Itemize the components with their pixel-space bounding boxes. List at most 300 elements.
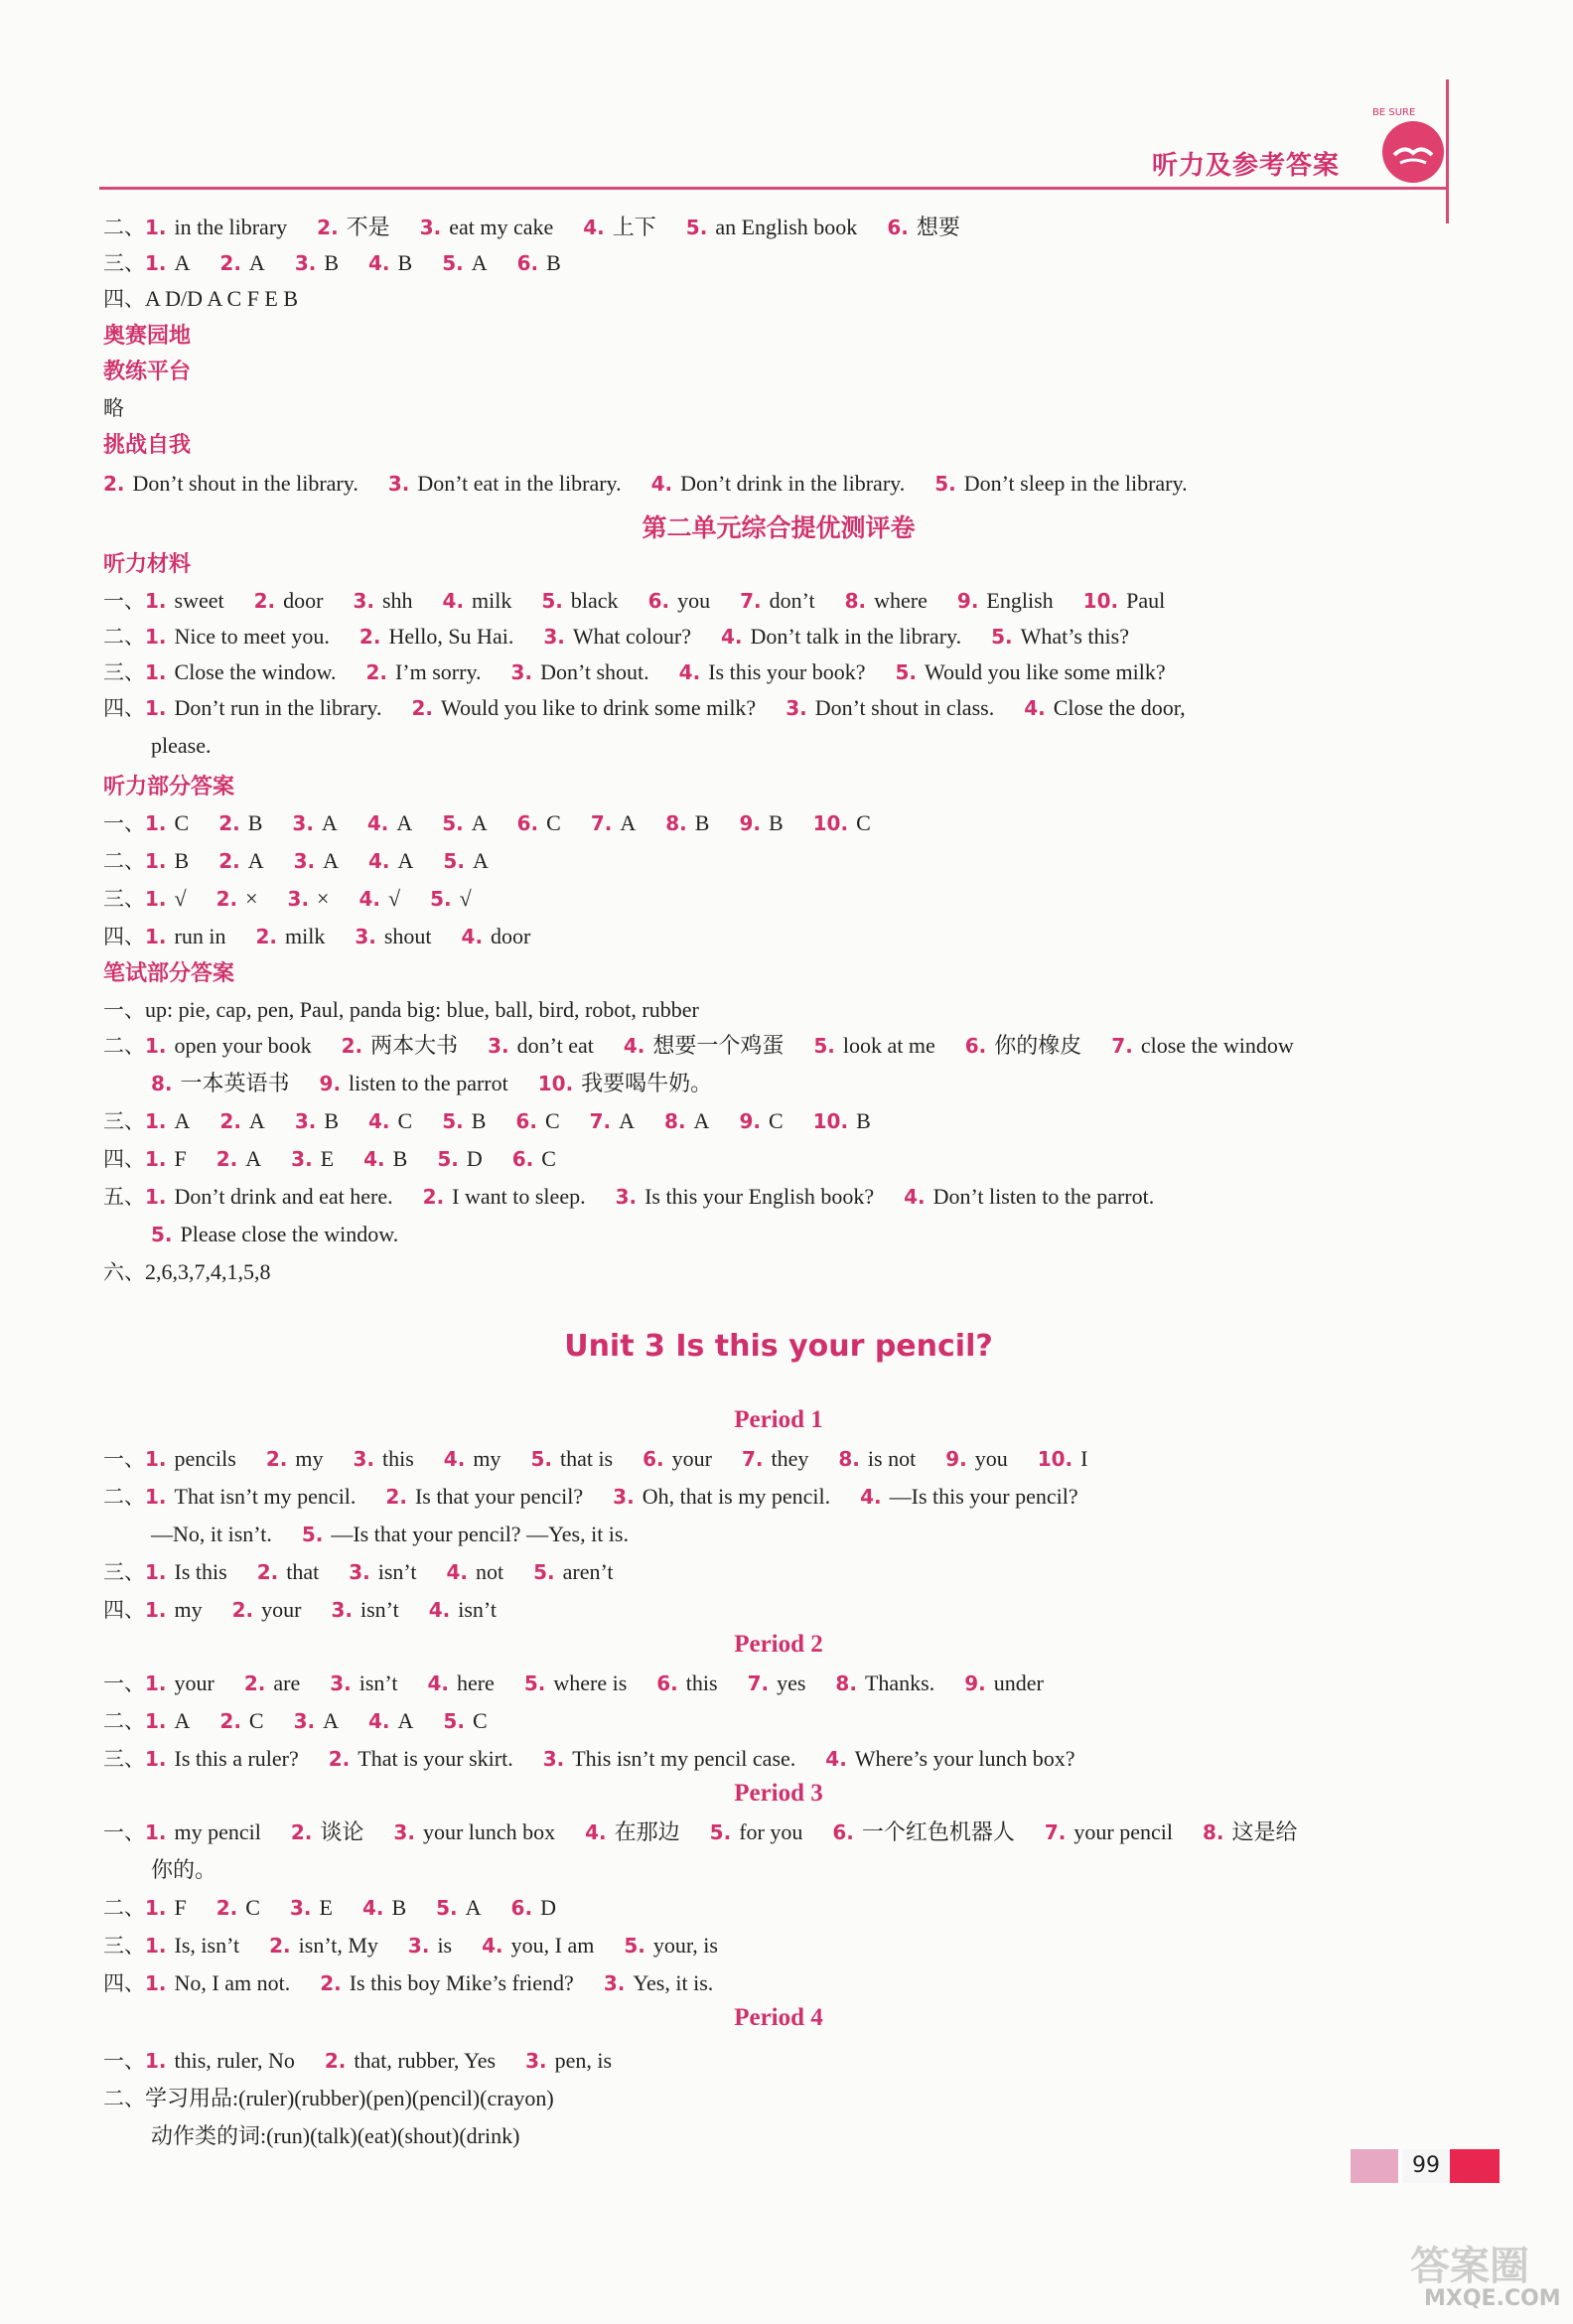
item-answer: Is this your English book?: [644, 1184, 875, 1209]
item-number: 2.: [411, 696, 433, 720]
section-prefix: 三、: [103, 887, 145, 911]
item-answer: Don’t listen to the parrot.: [932, 1184, 1155, 1209]
item-number: 5.: [437, 1147, 459, 1171]
item-number: 3.: [353, 1447, 374, 1471]
logo-icon: [1382, 121, 1444, 183]
answer-line: [103, 1742, 1105, 1776]
item-answer: —No, it isn’t.: [151, 1522, 272, 1546]
item-answer: 上下: [612, 215, 656, 239]
item-answer: B: [694, 810, 710, 835]
item-number: 1.: [145, 1971, 167, 1995]
item-number: 2.: [385, 1485, 407, 1509]
item-number: 5.: [151, 1223, 173, 1246]
item-number: 2.: [422, 1185, 445, 1209]
item-number: 6.: [515, 1109, 537, 1133]
item-number: 2.: [215, 887, 238, 911]
item-answer: shout: [383, 924, 432, 948]
section-prefix: 三、: [103, 1560, 145, 1584]
item-number: 4.: [825, 1747, 847, 1771]
item-number: 2.: [215, 1896, 238, 1920]
item-answer: Where’s your lunch box?: [854, 1746, 1075, 1771]
item-number: 5.: [533, 1560, 555, 1584]
item-number: 2.: [269, 1934, 291, 1958]
item-answer: for you: [739, 1819, 803, 1844]
answer-line: [103, 2082, 584, 2115]
item-number: 1.: [145, 1820, 167, 1844]
item-number: 2.: [320, 1971, 342, 1995]
section-heading: 听力部分答案: [103, 775, 235, 799]
header-rule: [99, 187, 1448, 190]
item-number: 2.: [341, 1034, 363, 1058]
item-answer: A: [471, 250, 488, 275]
item-answer: A: [321, 810, 338, 835]
item-answer: eat my cake: [449, 215, 554, 239]
item-number: 5.: [443, 1709, 465, 1733]
item-answer: Is this your book?: [708, 659, 866, 684]
item-answer: What’s this?: [1020, 624, 1129, 649]
item-answer: A: [248, 250, 265, 275]
item-answer: B: [546, 250, 561, 275]
item-answer: This isn’t my pencil case.: [572, 1746, 796, 1771]
item-answer: where is: [553, 1670, 628, 1695]
item-number: 7.: [589, 1109, 612, 1133]
section-prefix: 三、: [103, 660, 145, 684]
item-number: 1.: [145, 1747, 167, 1771]
answer-line: [103, 467, 1217, 501]
section-prefix: 二、: [103, 849, 145, 873]
item-answer: A D/D A C F E B: [145, 286, 299, 311]
period-heading: Period 2: [734, 1631, 823, 1658]
section-prefix: 一、: [103, 1820, 145, 1844]
item-number: 10.: [1082, 589, 1119, 613]
item-number: 6.: [832, 1820, 854, 1844]
item-answer: my: [473, 1446, 501, 1471]
answer-line: [103, 211, 990, 244]
item-number: 6.: [643, 1447, 664, 1471]
item-number: 1.: [145, 849, 167, 873]
item-number: 5.: [934, 472, 956, 496]
item-number: 3.: [294, 251, 317, 275]
item-answer: in the library: [174, 215, 288, 239]
answer-line: [103, 1142, 586, 1176]
item-number: 5.: [895, 660, 917, 684]
answer-line: [103, 920, 560, 953]
item-answer: your pencil: [1073, 1819, 1173, 1844]
item-number: 1.: [145, 887, 167, 911]
item-answer: 不是: [346, 215, 390, 239]
item-number: 3.: [292, 811, 314, 835]
item-number: 3.: [603, 1971, 626, 1995]
item-number: 5.: [685, 216, 708, 239]
item-number: 3.: [289, 1896, 312, 1920]
item-answer: √: [387, 886, 401, 911]
item-number: 3.: [287, 887, 310, 911]
item-number: 7.: [747, 1671, 770, 1695]
item-answer: E: [320, 1146, 335, 1171]
section-prefix: 二、: [103, 2087, 145, 2110]
section-heading: 听力材料: [103, 552, 192, 577]
answer-line: [151, 1067, 742, 1100]
item-number: 10.: [537, 1072, 574, 1095]
item-answer: Don’t shout in the library.: [132, 471, 358, 496]
item-number: 2.: [218, 811, 240, 835]
item-answer: 一本英语书: [180, 1071, 290, 1095]
item-answer: not: [475, 1559, 504, 1584]
item-answer: isn’t: [360, 1597, 399, 1622]
answer-line: [103, 1816, 1328, 1849]
item-number: 2.: [219, 251, 241, 275]
section-prefix: 五、: [103, 1185, 145, 1209]
item-answer: A: [174, 1108, 191, 1133]
unit-title: Unit 3 Is this your pencil?: [564, 1329, 993, 1364]
section-prefix: 一、: [103, 1671, 145, 1695]
item-answer: B: [768, 810, 784, 835]
item-answer: you: [677, 588, 711, 613]
item-answer: that is: [559, 1446, 614, 1471]
answer-line: [103, 1929, 748, 1962]
item-answer: B: [391, 1895, 407, 1920]
item-answer: Is that your pencil?: [414, 1484, 584, 1509]
item-answer: D: [540, 1895, 556, 1920]
item-number: 1.: [145, 2049, 167, 2073]
answer-line: [103, 806, 901, 840]
test-title: 第二单元综合提优测评卷: [642, 513, 916, 542]
item-number: 1.: [145, 1485, 167, 1509]
section-prefix: 四、: [103, 287, 145, 311]
item-answer: Don’t drink and eat here.: [174, 1184, 393, 1209]
item-number: 8.: [835, 1671, 857, 1695]
item-number: 4.: [904, 1185, 926, 1209]
item-number: 5.: [442, 251, 464, 275]
item-number: 1.: [145, 216, 167, 239]
item-number: 4.: [720, 625, 743, 649]
answer-line: [103, 1180, 1184, 1214]
item-number: 6.: [656, 1671, 678, 1695]
item-number: 4.: [482, 1934, 503, 1958]
item-answer: A: [465, 1895, 482, 1920]
item-number: 4.: [427, 1671, 449, 1695]
item-number: 2.: [103, 472, 125, 496]
item-answer: Close the door,: [1053, 695, 1186, 720]
item-answer: is not: [867, 1446, 917, 1471]
answer-line: [103, 691, 1216, 725]
item-answer: Thanks.: [864, 1670, 935, 1695]
item-answer: Is this boy Mike’s friend?: [349, 1970, 574, 1995]
section-body: 略: [103, 396, 124, 420]
watermark-logo: 答案圈: [1410, 2244, 1529, 2289]
item-number: 10.: [812, 1109, 849, 1133]
item-number: 5.: [530, 1447, 552, 1471]
logo-text: BE SURE: [1372, 107, 1416, 118]
answer-line: [103, 882, 501, 916]
item-answer: Paul: [1126, 588, 1166, 613]
item-answer: shh: [381, 588, 413, 613]
item-number: 3.: [542, 1747, 565, 1771]
header-vertical-rule: [1446, 79, 1449, 223]
item-number: 6.: [511, 1147, 534, 1171]
item-number: 2.: [215, 1147, 238, 1171]
item-number: 9.: [956, 589, 979, 613]
item-answer: A: [323, 1708, 340, 1733]
item-answer: A: [619, 1108, 636, 1133]
answer-line: [151, 1518, 658, 1551]
item-answer: you, I am: [510, 1933, 595, 1958]
item-answer: F: [174, 1895, 187, 1920]
answer-line: [103, 1667, 1073, 1700]
item-number: 3.: [294, 1109, 317, 1133]
item-answer: A: [620, 810, 637, 835]
item-answer: C: [856, 810, 871, 835]
item-answer: milk: [284, 924, 326, 948]
answer-line: [103, 1104, 901, 1138]
answer-line: [103, 282, 328, 316]
item-answer: ×: [245, 886, 258, 911]
item-answer: Don’t drink in the library.: [680, 471, 906, 496]
item-answer: 学习用品:(ruler)(rubber)(pen)(pencil)(crayon): [145, 2086, 554, 2110]
item-answer: sweet: [174, 588, 224, 613]
item-answer: Nice to meet you.: [174, 624, 330, 649]
item-number: 4.: [583, 216, 605, 239]
item-answer: close the window: [1140, 1033, 1294, 1058]
item-answer: B: [397, 250, 413, 275]
item-number: 5.: [624, 1934, 645, 1958]
item-answer: √: [459, 886, 472, 911]
item-answer: under: [993, 1670, 1044, 1695]
section-prefix: 二、: [103, 1485, 145, 1509]
item-number: 2.: [231, 1598, 254, 1622]
item-number: 3.: [488, 1034, 509, 1058]
answer-line: [103, 1966, 743, 2000]
item-number: 2.: [365, 660, 387, 684]
item-number: 1.: [145, 625, 167, 649]
item-answer: A: [247, 848, 264, 873]
section-heading: 挑战自我: [103, 433, 192, 458]
item-number: 4.: [650, 472, 673, 496]
item-number: 5.: [813, 1034, 835, 1058]
item-number: 1.: [145, 1034, 167, 1058]
section-prefix: 一、: [103, 2049, 145, 2073]
item-number: 4.: [428, 1598, 451, 1622]
item-answer: don’t: [769, 588, 815, 613]
item-number: 7.: [1044, 1820, 1067, 1844]
item-answer: A: [245, 1146, 262, 1171]
item-answer: run in: [174, 924, 226, 948]
item-number: 2.: [324, 2049, 347, 2073]
answer-line: [151, 729, 240, 763]
item-number: 5.: [541, 589, 563, 613]
item-answer: A: [396, 810, 413, 835]
section-prefix: 二、: [103, 1034, 145, 1058]
item-answer: my: [174, 1597, 203, 1622]
item-answer: That isn’t my pencil.: [174, 1484, 357, 1509]
answer-line: [103, 1891, 586, 1925]
item-answer: aren’t: [562, 1559, 614, 1584]
item-answer: isn’t: [358, 1670, 398, 1695]
item-number: 5.: [430, 887, 452, 911]
item-answer: Oh, that is my pencil.: [642, 1484, 831, 1509]
item-number: 3.: [393, 1820, 415, 1844]
period-heading: Period 1: [734, 1406, 823, 1433]
item-answer: √: [174, 886, 187, 911]
item-answer: isn’t, My: [298, 1933, 378, 1958]
item-number: 4.: [368, 251, 390, 275]
answer-line: [103, 246, 591, 280]
item-number: 1.: [145, 696, 167, 720]
answer-line: [103, 1442, 1117, 1476]
section-prefix: 四、: [103, 696, 145, 720]
item-number: 10.: [1037, 1447, 1073, 1471]
item-answer: C: [544, 1108, 560, 1133]
item-number: 4.: [443, 1447, 466, 1471]
item-number: 1.: [145, 1598, 167, 1622]
item-answer: my pencil: [174, 1819, 261, 1844]
page-number-tab: [1351, 2149, 1500, 2183]
item-number: 5.: [443, 849, 465, 873]
item-answer: 两本大书: [370, 1033, 459, 1058]
section-prefix: 一、: [103, 1447, 145, 1471]
item-number: 3.: [525, 2049, 547, 2073]
item-number: 1.: [145, 589, 167, 613]
item-answer: look at me: [842, 1033, 935, 1058]
item-number: 1.: [145, 1560, 167, 1584]
item-number: 4.: [623, 1034, 645, 1058]
item-answer: are: [273, 1670, 301, 1695]
item-number: 4.: [363, 1147, 385, 1171]
item-answer: open your book: [174, 1033, 312, 1058]
item-number: 3.: [543, 625, 565, 649]
item-answer: your: [671, 1446, 712, 1471]
item-answer: your, is: [652, 1933, 718, 1958]
section-prefix: 一、: [103, 998, 145, 1022]
item-answer: 这是给: [1231, 1819, 1298, 1844]
answer-line: [103, 1480, 1108, 1514]
item-answer: Don’t run in the library.: [174, 695, 382, 720]
answer-line: [151, 1218, 428, 1251]
item-answer: F: [174, 1146, 187, 1171]
item-answer: A: [472, 848, 489, 873]
item-answer: English: [986, 588, 1054, 613]
section-heading: 奥赛园地: [103, 324, 192, 349]
section-prefix: 二、: [103, 625, 145, 649]
item-answer: ×: [317, 886, 330, 911]
item-number: 5.: [442, 811, 464, 835]
section-prefix: 三、: [103, 1109, 145, 1133]
item-number: 3.: [786, 696, 807, 720]
item-number: 1.: [145, 1709, 167, 1733]
item-number: 4.: [461, 925, 484, 948]
item-number: 9.: [319, 1072, 342, 1095]
section-prefix: 四、: [103, 925, 145, 948]
item-answer: 你的。: [151, 1857, 217, 1882]
item-number: 8.: [664, 1109, 686, 1133]
item-answer: C: [248, 1708, 264, 1733]
answer-line: [103, 584, 1195, 618]
item-number: 6.: [887, 216, 909, 239]
item-answer: B: [856, 1108, 871, 1133]
item-answer: listen to the parrot: [349, 1071, 508, 1095]
section-prefix: 六、: [103, 1260, 145, 1284]
item-number: 4.: [361, 1896, 384, 1920]
item-number: 9.: [945, 1447, 967, 1471]
item-number: 1.: [145, 925, 167, 948]
item-answer: B: [324, 1108, 340, 1133]
item-number: 2.: [219, 1709, 241, 1733]
item-answer: That is your skirt.: [358, 1746, 513, 1771]
item-answer: yes: [777, 1670, 806, 1695]
item-answer: where: [874, 588, 928, 613]
item-answer: 你的橡皮: [994, 1033, 1082, 1058]
item-answer: is: [437, 1933, 453, 1958]
item-answer: they: [771, 1446, 809, 1471]
item-answer: C: [472, 1708, 488, 1733]
item-answer: 2,6,3,7,4,1,5,8: [145, 1259, 271, 1284]
section-prefix: 四、: [103, 1971, 145, 1995]
item-answer: Don’t eat in the library.: [417, 471, 622, 496]
item-number: 3.: [349, 1560, 370, 1584]
item-number: 1.: [145, 660, 167, 684]
item-number: 2.: [358, 625, 381, 649]
item-number: 3.: [330, 1671, 352, 1695]
item-number: 2.: [253, 589, 276, 613]
item-number: 3.: [353, 589, 374, 613]
item-answer: C: [397, 1108, 413, 1133]
item-number: 1.: [145, 1447, 167, 1471]
item-answer: B: [324, 250, 340, 275]
item-answer: —Is this your pencil?: [889, 1484, 1078, 1509]
item-answer: Yes, it is.: [633, 1970, 714, 1995]
item-answer: 在那边: [614, 1819, 680, 1844]
item-number: 1.: [145, 1185, 167, 1209]
item-answer: A: [323, 848, 340, 873]
item-number: 1.: [145, 1896, 167, 1920]
item-number: 3.: [407, 1934, 430, 1958]
item-number: 3.: [331, 1598, 353, 1622]
item-number: 3.: [355, 925, 376, 948]
section-prefix: 三、: [103, 1934, 145, 1958]
item-number: 2.: [218, 849, 240, 873]
item-answer: What colour?: [572, 624, 691, 649]
answer-line: [103, 844, 518, 878]
period-heading: Period 3: [734, 1780, 823, 1807]
item-number: 6.: [516, 251, 539, 275]
item-answer: C: [541, 1146, 556, 1171]
item-number: 7.: [1111, 1034, 1133, 1058]
item-number: 2.: [219, 1109, 241, 1133]
item-answer: B: [471, 1108, 487, 1133]
item-number: 1.: [145, 251, 167, 275]
item-answer: up: pie, cap, pen, Paul, panda big: blue, ball, bird, robot, rubber: [145, 997, 699, 1022]
section-prefix: 二、: [103, 1709, 145, 1733]
item-number: 3.: [293, 849, 316, 873]
answer-line: [103, 620, 1159, 654]
item-answer: B: [174, 848, 190, 873]
item-answer: my: [295, 1446, 324, 1471]
section-heading: 教练平台: [103, 360, 192, 384]
item-number: 5.: [523, 1671, 546, 1695]
item-answer: isn’t: [458, 1597, 497, 1622]
item-answer: No, I am not.: [174, 1970, 291, 1995]
item-number: 3.: [291, 1147, 313, 1171]
section-prefix: 二、: [103, 216, 145, 239]
answer-line: [103, 2044, 642, 2078]
section-prefix: 二、: [103, 1896, 145, 1920]
item-answer: —Is that your pencil? —Yes, it is.: [331, 1522, 629, 1546]
item-number: 9.: [739, 1109, 761, 1133]
item-number: 10.: [812, 811, 849, 835]
item-answer: C: [768, 1108, 784, 1133]
item-answer: this: [382, 1446, 414, 1471]
item-number: 4.: [585, 1820, 607, 1844]
